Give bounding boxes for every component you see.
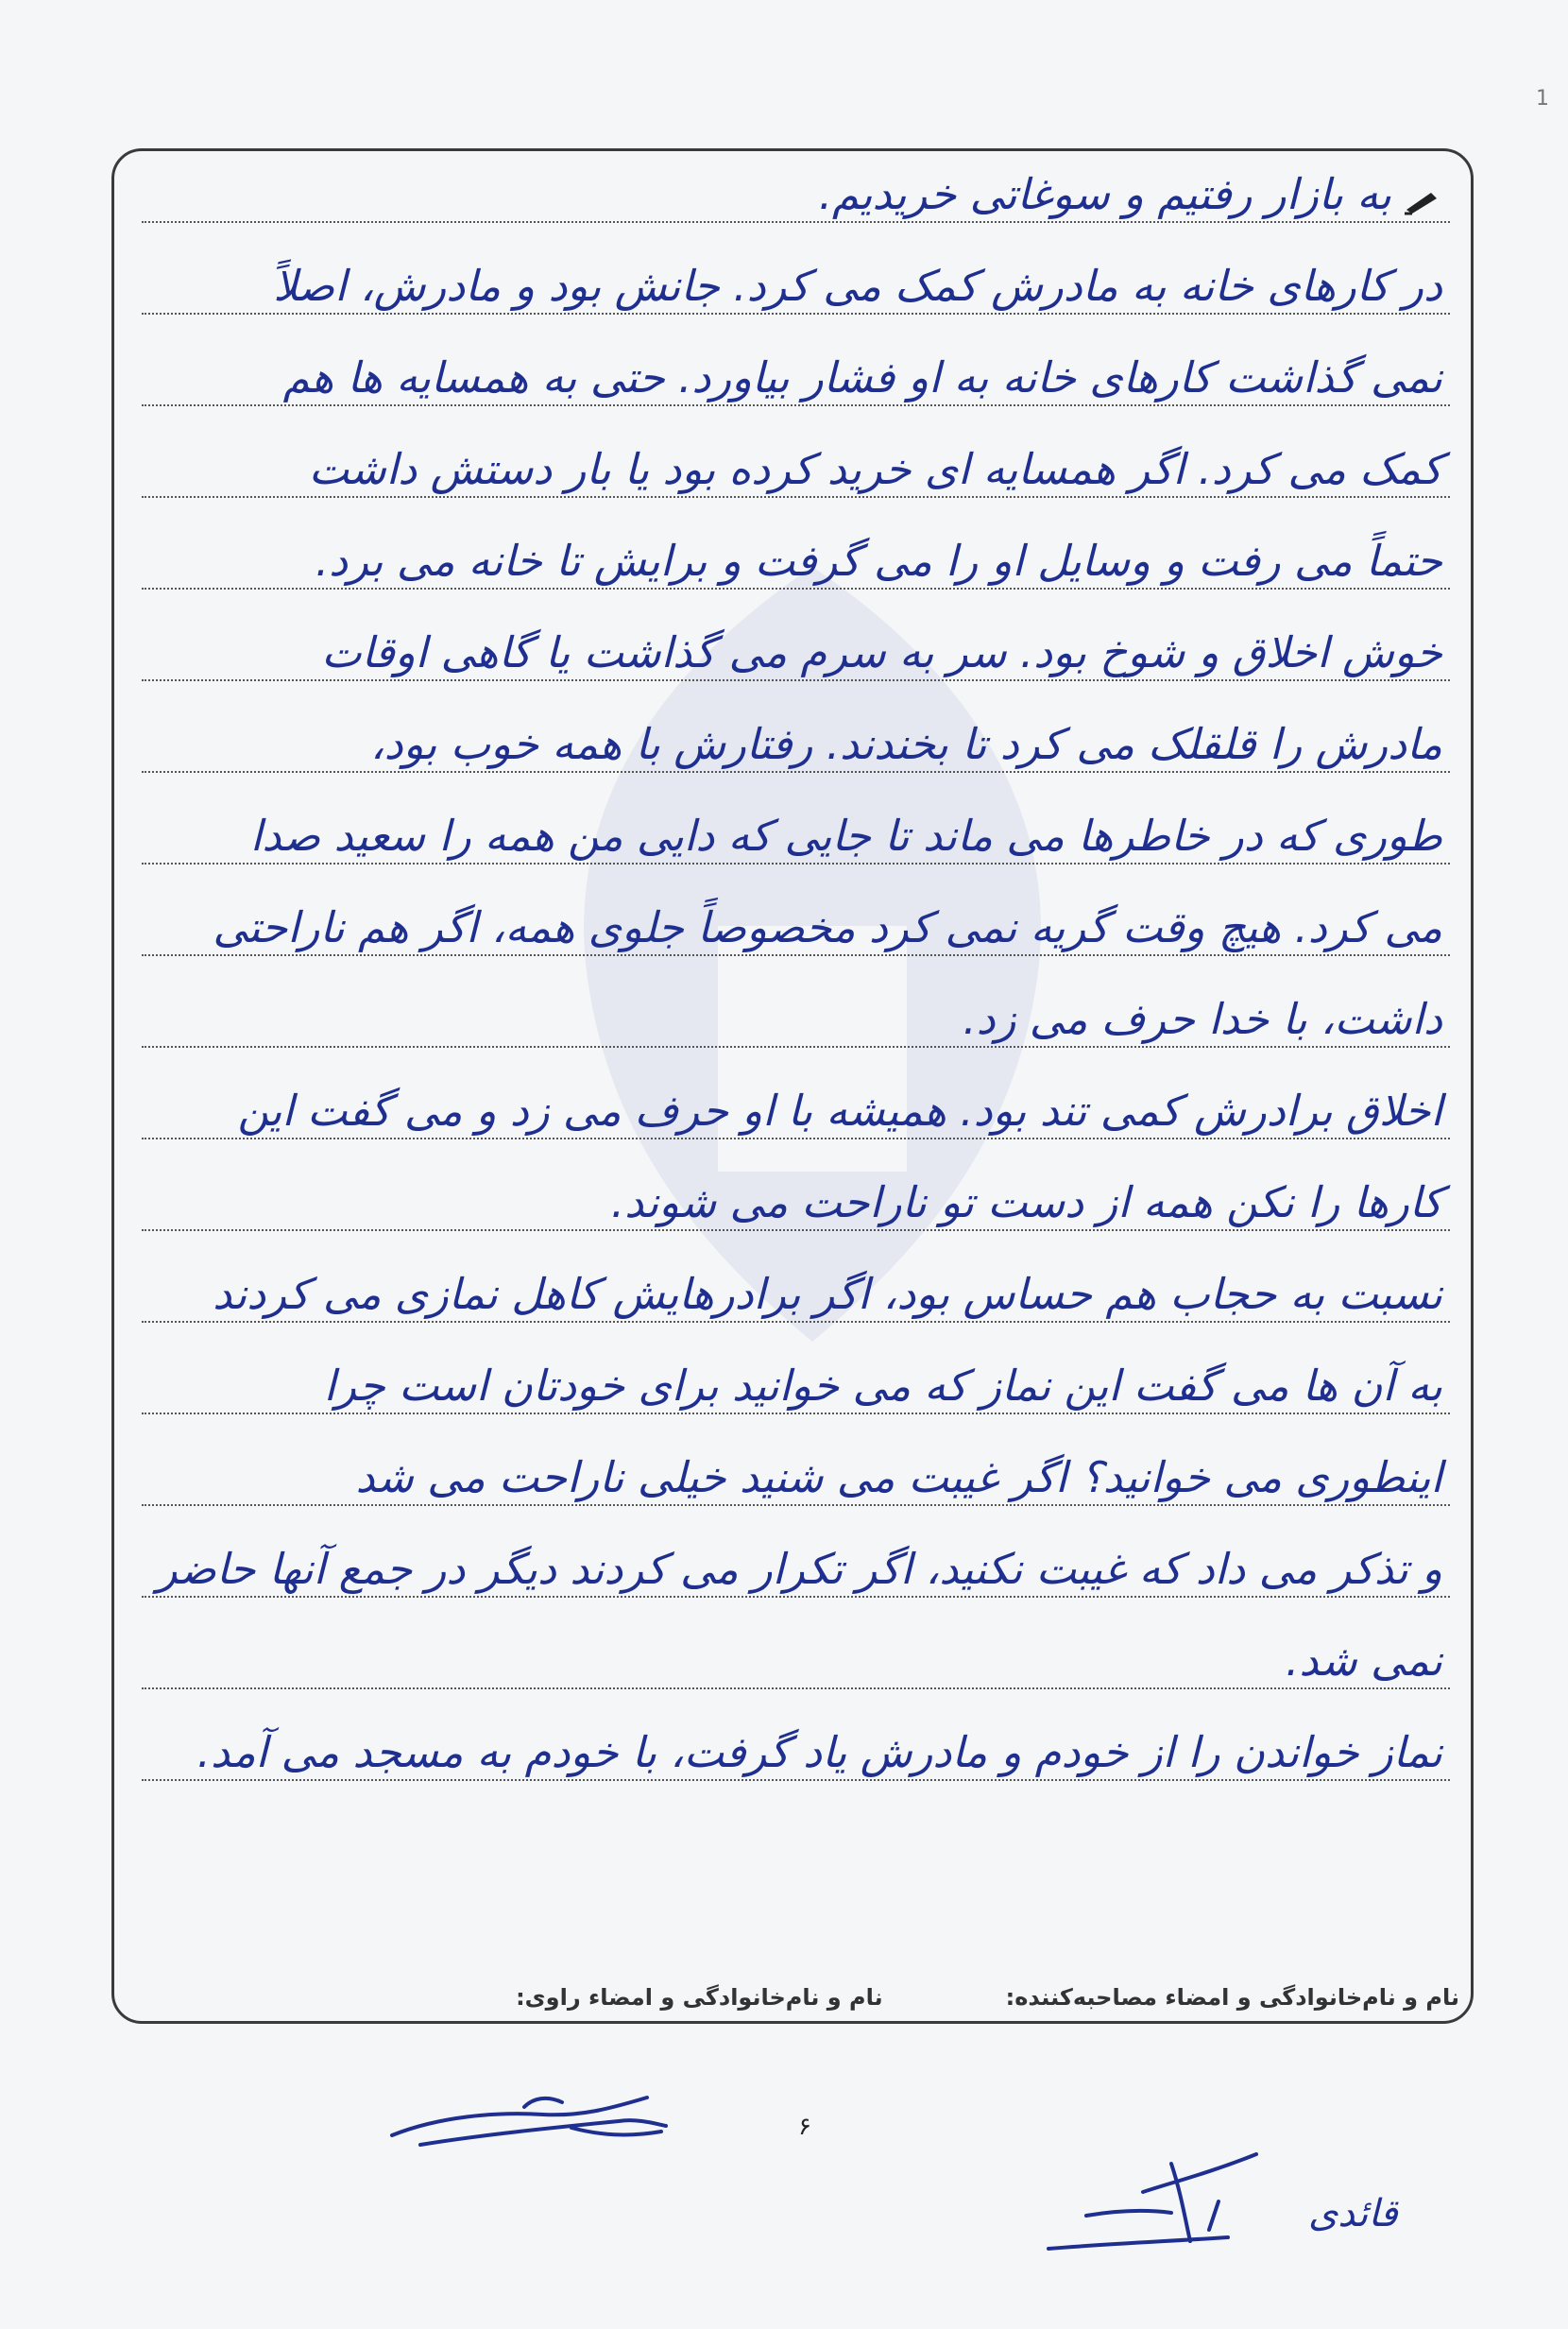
- line-text: حتماً می رفت و وسایل او را می گرفت و برایش تا خانه می برد.: [315, 536, 1442, 586]
- text-line: [142, 1139, 1450, 1231]
- text-line: [142, 1689, 1450, 1781]
- narrator-label: نام و نام‌خانوادگی و امضاء راوی:: [516, 1984, 883, 2011]
- line-text: می کرد. هیچ وقت گریه نمی کرد مخصوصاً جلوی همه، اگر هم ناراحتی: [213, 902, 1442, 952]
- line-text: اخلاق برادرش کمی تند بود. همیشه با او حرف می زد و می گفت این: [237, 1086, 1442, 1136]
- text-line: [142, 1323, 1450, 1414]
- text-line: [142, 1414, 1450, 1506]
- line-text: کمک می کرد. اگر همسایه ای خرید کرده بود یا بار دستش داشت: [308, 444, 1442, 494]
- line-text: به بازار رفتیم و سوغاتی خریدیم.: [818, 169, 1391, 219]
- text-line: [142, 315, 1450, 406]
- page-corner-mark: 1: [1536, 87, 1549, 111]
- line-text: داشت، با خدا حرف می زد.: [963, 994, 1442, 1044]
- text-line: [142, 773, 1450, 865]
- text-line: [142, 142, 1450, 223]
- line-text: مادرش را قلقلک می کرد تا بخندند. رفتارش با همه خوب بود،: [370, 719, 1442, 769]
- text-line: [142, 1598, 1450, 1689]
- text-line: [142, 498, 1450, 590]
- handwritten-text-area: [142, 142, 1450, 1781]
- line-text: خوش اخلاق و شوخ بود. سر به سرم می گذاشت یا گاهی اوقات: [321, 627, 1442, 677]
- text-line: [142, 1231, 1450, 1323]
- narrator-signature: [1030, 2135, 1285, 2268]
- text-line: [142, 406, 1450, 498]
- page-number: ۶: [798, 2113, 811, 2141]
- line-text: به آن ها می گفت این نماز که می خوانید برای خودتان است چرا: [323, 1361, 1442, 1411]
- line-text: نمی شد.: [1286, 1635, 1442, 1686]
- text-line: [142, 1506, 1450, 1598]
- interviewer-signature: [383, 2069, 675, 2173]
- narrator-signature-name: قائدی: [1308, 2192, 1398, 2235]
- pen-icon: [1403, 187, 1442, 215]
- line-text: طوری که در خاطرها می ماند تا جایی که دایی من همه را سعید صدا: [249, 811, 1442, 861]
- text-line: [142, 223, 1450, 315]
- interviewer-label: نام و نام‌خانوادگی و امضاء مصاحبه‌کننده:: [1005, 1984, 1459, 2011]
- text-line: [142, 1048, 1450, 1139]
- text-line: [142, 865, 1450, 956]
- line-text: نمی گذاشت کارهای خانه به او فشار بیاورد. حتی به همسایه ها هم: [282, 352, 1442, 402]
- footer-labels: [142, 1984, 1459, 2011]
- line-text: در کارهای خانه به مادرش کمک می کرد. جانش بود و مادرش، اصلاً: [273, 261, 1442, 311]
- line-text: نسبت به حجاب هم حساس بود، اگر برادرهایش کاهل نمازی می کردند: [213, 1269, 1442, 1319]
- line-text: اینطوری می خوانید؟ اگر غیبت می شنید خیلی ناراحت می شد: [355, 1452, 1442, 1502]
- text-line: [142, 590, 1450, 681]
- line-text: کارها را نکن همه از دست تو ناراحت می شوند.: [610, 1177, 1442, 1227]
- text-line: [142, 956, 1450, 1048]
- line-text: و تذکر می داد که غیبت نکنید، اگر تکرار می کردند دیگر در جمع آنها حاضر: [156, 1544, 1442, 1594]
- line-text: نماز خواندن را از خودم و مادرش یاد گرفت، با خودم به مسجد می آمد.: [196, 1727, 1442, 1777]
- text-line: [142, 681, 1450, 773]
